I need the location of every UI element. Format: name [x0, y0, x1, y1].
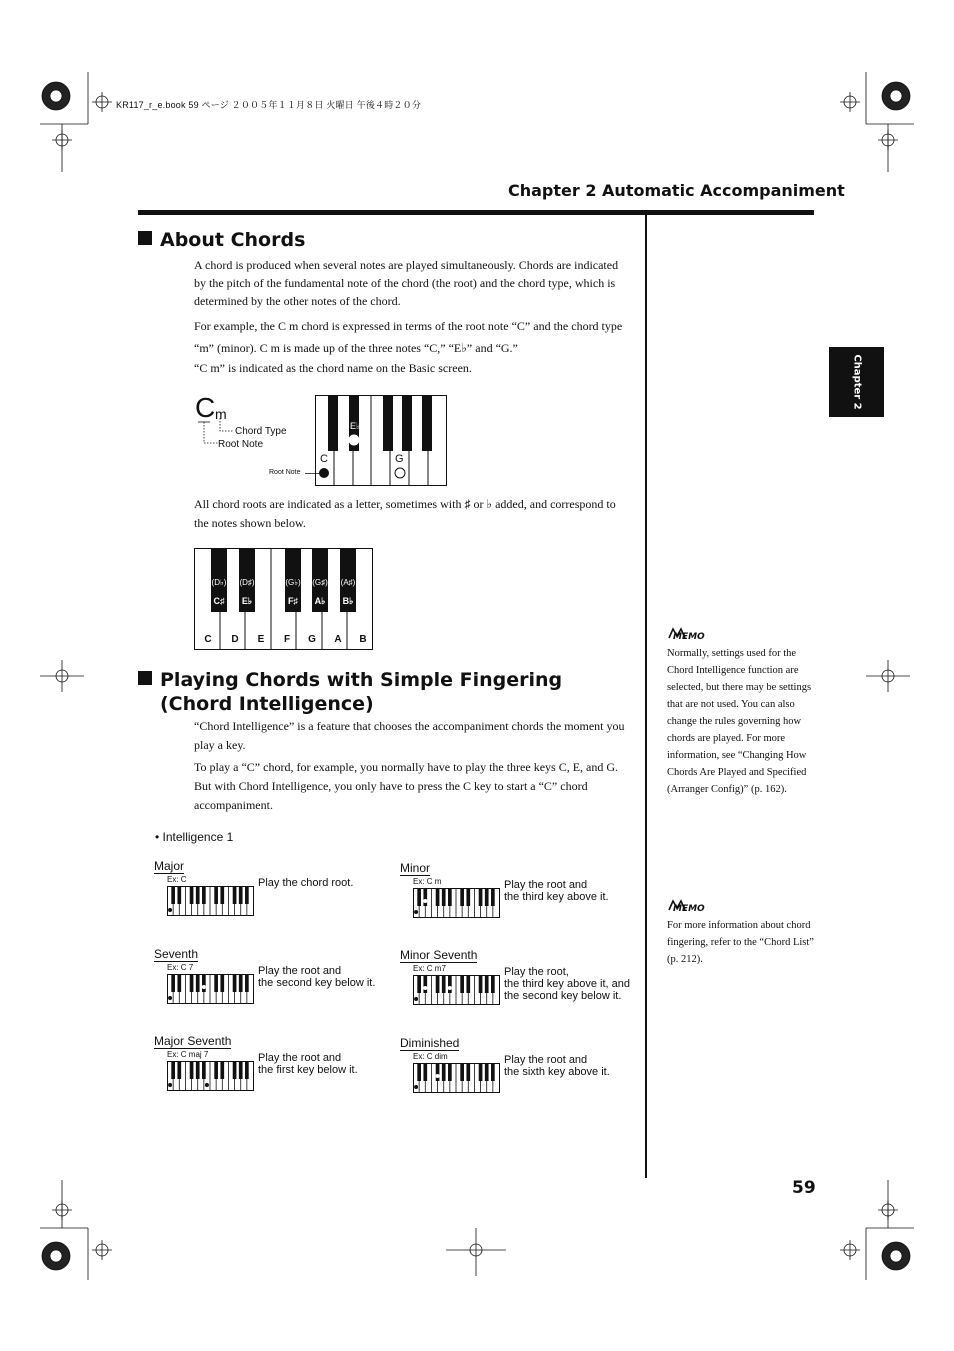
- memo-icon: [667, 898, 705, 914]
- side-tab-label: Chapter 2: [851, 354, 863, 410]
- white-key-label: D: [231, 634, 239, 645]
- black-key-alt-label: (G♯): [312, 578, 328, 587]
- chord-instruction: the second key below it.: [258, 977, 376, 989]
- white-key-label: C: [204, 634, 212, 645]
- black-key-label: C♯: [213, 596, 225, 606]
- black-key-alt-label: (A♯): [340, 578, 356, 587]
- chord-example: Ex: C dim: [413, 1052, 448, 1061]
- note-g-label: G: [395, 453, 404, 465]
- chord-instruction: Play the chord root.: [258, 877, 354, 889]
- chord-type-title: Diminished: [400, 1036, 460, 1050]
- root-note-small-label: Root Note: [269, 469, 301, 476]
- white-key-label: A: [334, 634, 342, 645]
- black-key-alt-label: (G♭): [285, 578, 301, 587]
- about-chords-heading-text: About Chords: [160, 229, 306, 251]
- intelligence-heading: [138, 668, 562, 716]
- page-number: 59: [792, 1178, 816, 1198]
- white-key-label: F: [283, 634, 291, 645]
- chord-type-title: Minor: [400, 861, 431, 875]
- memo1-text: Normally, settings used for the Chord Intelligence function are selected, but there may be settings that are not used. You can also change the rules governing how chords are played. For more information, see “Changing How Chords Are Played and Specified (Arranger Config)” (p. 162).: [667, 648, 812, 795]
- mini-keyboard: [413, 975, 501, 1006]
- header-rule: [138, 210, 814, 215]
- cm-keyboard: [315, 395, 447, 487]
- black-key-alt-label: (D♭): [211, 578, 227, 587]
- chord-instruction: Play the root and: [258, 1052, 342, 1064]
- chord-type-title: Seventh: [154, 947, 199, 961]
- about-para-3: “C m” is indicated as the chord name on the Basic screen.: [194, 361, 472, 375]
- about-chords-heading: [138, 229, 305, 251]
- white-key-label: E: [257, 634, 265, 645]
- chord-example: Ex: C maj 7: [167, 1050, 209, 1059]
- root-note-leader: [305, 472, 325, 476]
- column-divider: [645, 215, 647, 1178]
- chord-instruction: the third key above it, and: [504, 978, 630, 990]
- memo2-label: MEMO: [673, 904, 705, 914]
- side-tab: [829, 347, 884, 417]
- cm-big-c: C: [195, 392, 216, 423]
- mini-keyboard: [167, 1061, 255, 1092]
- intelligence-bullet: • Intelligence 1: [155, 830, 234, 844]
- square-bullet-icon: [138, 671, 152, 685]
- chord-instruction: the first key below it.: [258, 1064, 358, 1076]
- chord-example: Ex: C m7: [413, 964, 446, 973]
- chord-instruction: Play the root and: [258, 965, 342, 977]
- mini-keyboard: [167, 886, 255, 917]
- chord-type-title: Minor Seventh: [400, 948, 478, 962]
- chord-instruction: Play the root,: [504, 966, 569, 978]
- white-key-label: G: [308, 634, 316, 645]
- cm-small-m: m: [215, 406, 227, 422]
- chord-type-label: Chord Type: [235, 426, 287, 437]
- chord-type-title: Major: [154, 859, 185, 873]
- print-header: KR117_r_e.book 59 ページ ２００５年１１月８日 火曜日 午後４時２０分: [116, 100, 422, 110]
- chord-instruction: the sixth key above it.: [504, 1066, 610, 1078]
- chord-example: Ex: C m: [413, 877, 442, 886]
- note-c-label: C: [320, 453, 328, 465]
- black-key-alt-label: (D♯): [239, 578, 255, 587]
- mini-keyboard: [413, 888, 501, 919]
- chord-example: Ex: C 7: [167, 963, 194, 972]
- root-note-label: Root Note: [218, 439, 264, 450]
- chord-instruction: Play the root and: [504, 1054, 588, 1066]
- about-para-2: For example, the C m chord is expressed in terms of the root note “C” and the chord type “m” (minor). C m is made up of the three notes “C,” “E♭” and “G.”: [194, 319, 623, 355]
- black-key-label: E♭: [241, 596, 253, 606]
- memo-icon: [667, 626, 705, 642]
- note-eb-label: E♭: [350, 421, 361, 431]
- chord-example: Ex: C: [167, 875, 187, 884]
- mini-keyboard: [167, 974, 255, 1005]
- about-para-4: All chord roots are indicated as a letter, sometimes with ♯ or ♭ added, and correspond to the notes shown below.: [194, 497, 616, 530]
- memo1-label: MEMO: [673, 632, 705, 642]
- black-key-label: A♭: [314, 596, 326, 606]
- white-key-label: B: [359, 634, 367, 645]
- about-para-1: A chord is produced when several notes are played simultaneously. Chords are indicated by the pitch of the fundamental note of the chord (the root) and the chord type, which is determined by the other notes of the chord.: [194, 258, 619, 308]
- chord-instruction: the third key above it.: [504, 891, 609, 903]
- black-key-label: F♯: [288, 596, 298, 606]
- chord-instruction: the second key below it.: [504, 990, 622, 1002]
- chapter-header: Chapter 2 Automatic Accompaniment: [508, 181, 845, 200]
- chord-type-title: Major Seventh: [154, 1034, 232, 1048]
- square-bullet-icon: [138, 231, 152, 245]
- black-key-label: B♭: [342, 596, 354, 606]
- memo2-text: For more information about chord fingering, refer to the “Chord List” (p. 212).: [667, 920, 814, 965]
- mini-keyboard: [413, 1063, 501, 1094]
- chord-instruction: Play the root and: [504, 879, 588, 891]
- intelligence-para-2: To play a “C” chord, for example, you normally have to play the three keys C, E, and G. But with Chord Intelligence, you only have to press the C key to start a “C” chord accompaniment.: [194, 760, 619, 812]
- intelligence-heading-line2: (Chord Intelligence): [160, 693, 374, 715]
- intelligence-heading-line1: Playing Chords with Simple Fingering: [160, 669, 563, 691]
- intelligence-para-1: “Chord Intelligence” is a feature that chooses the accompaniment chords the moment you play a key.: [194, 719, 625, 752]
